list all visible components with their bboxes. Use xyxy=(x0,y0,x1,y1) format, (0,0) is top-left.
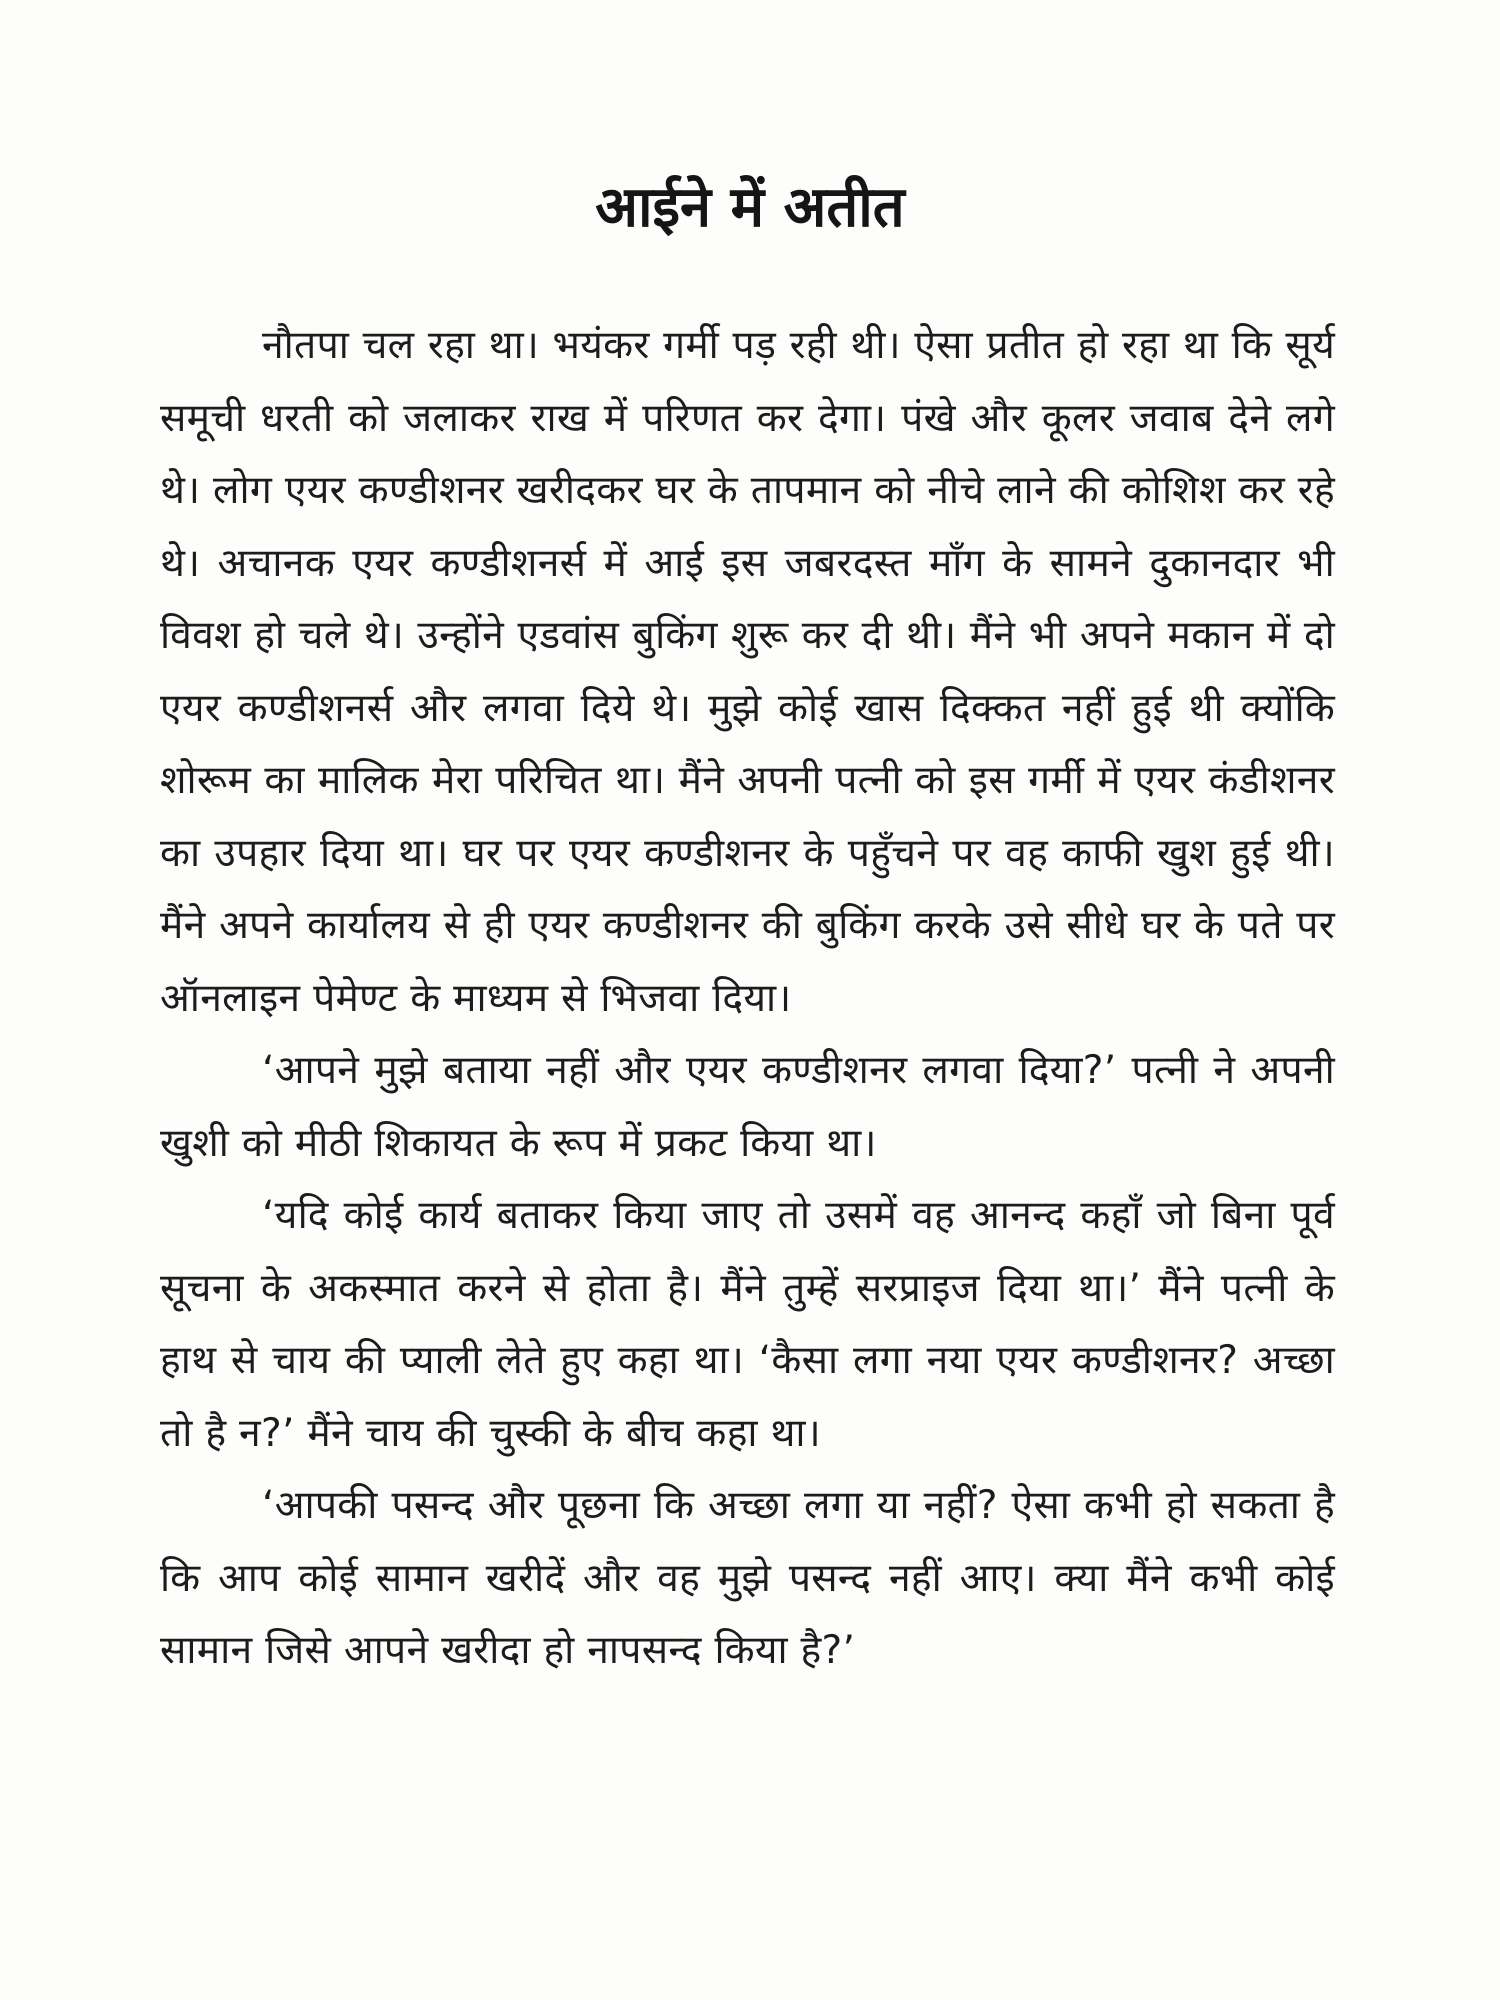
paragraph-1: नौतपा चल रहा था। भयंकर गर्मी पड़ रही थी। ऐसा प्रतीत हो रहा था कि सूर्य समूची धरती को जलाकर राख में परिणत कर देगा। पंखे और कूलर जवाब देने लगे थे। लोग एयर कण्डीशनर खरीदकर घर के तापमान को नीचे लाने की कोशिश कर रहे थे। अचानक एयर कण्डीशनर्स में आई इस जबरदस्त माँग के सामने दुकानदार भी विवश हो चले थे। उन्होंने एडवांस बुकिंग शुरू कर दी थी। मैंने भी अपने मकान में दो एयर कण्डीशनर्स और लगवा दिये थे। मुझे कोई खास दिक्कत नहीं हुई थी क्योंकि शोरूम का मालिक मेरा परिचित था। मैंने अपनी पत्नी को इस गर्मी में एयर कंडीशनर का उपहार दिया था। घर पर एयर कण्डीशनर के पहुँचने पर वह काफी खुश हुई थी। मैंने अपने कार्यालय से ही एयर कण्डीशनर की बुकिंग करके उसे सीधे घर के पते पर ऑनलाइन पेमेण्ट के माध्यम से भिजवा दिया। xyxy=(160,323,1335,1021)
paragraph-4: ‘आपकी पसन्द और पूछना कि अच्छा लगा या नहीं? ऐसा कभी हो सकता है कि आप कोई सामान खरीदें और वह मुझे पसन्द नहीं आए। क्या मैंने कभी कोई सामान जिसे आपने खरीदा हो नापसन्द किया है?’ xyxy=(160,1483,1335,1673)
chapter-title: आईने में अतीत xyxy=(595,175,905,240)
paragraph-2: ‘आपने मुझे बताया नहीं और एयर कण्डीशनर लगवा दिया?’ पत्नी ने अपनी खुशी को मीठी शिकायत के रूप में प्रकट किया था। xyxy=(160,1048,1335,1166)
chapter-body xyxy=(160,310,1335,1688)
paragraph-3: ‘यदि कोई कार्य बताकर किया जाए तो उसमें वह आनन्द कहाँ जो बिना पूर्व सूचना के अकस्मात करने से होता है। मैंने तुम्हें सरप्राइज दिया था।’ मैंने पत्नी के हाथ से चाय की प्याली लेते हुए कहा था। ‘कैसा लगा नया एयर कण्डीशनर? अच्छा तो है न?’ मैंने चाय की चुस्की के बीच कहा था। xyxy=(160,1193,1335,1456)
